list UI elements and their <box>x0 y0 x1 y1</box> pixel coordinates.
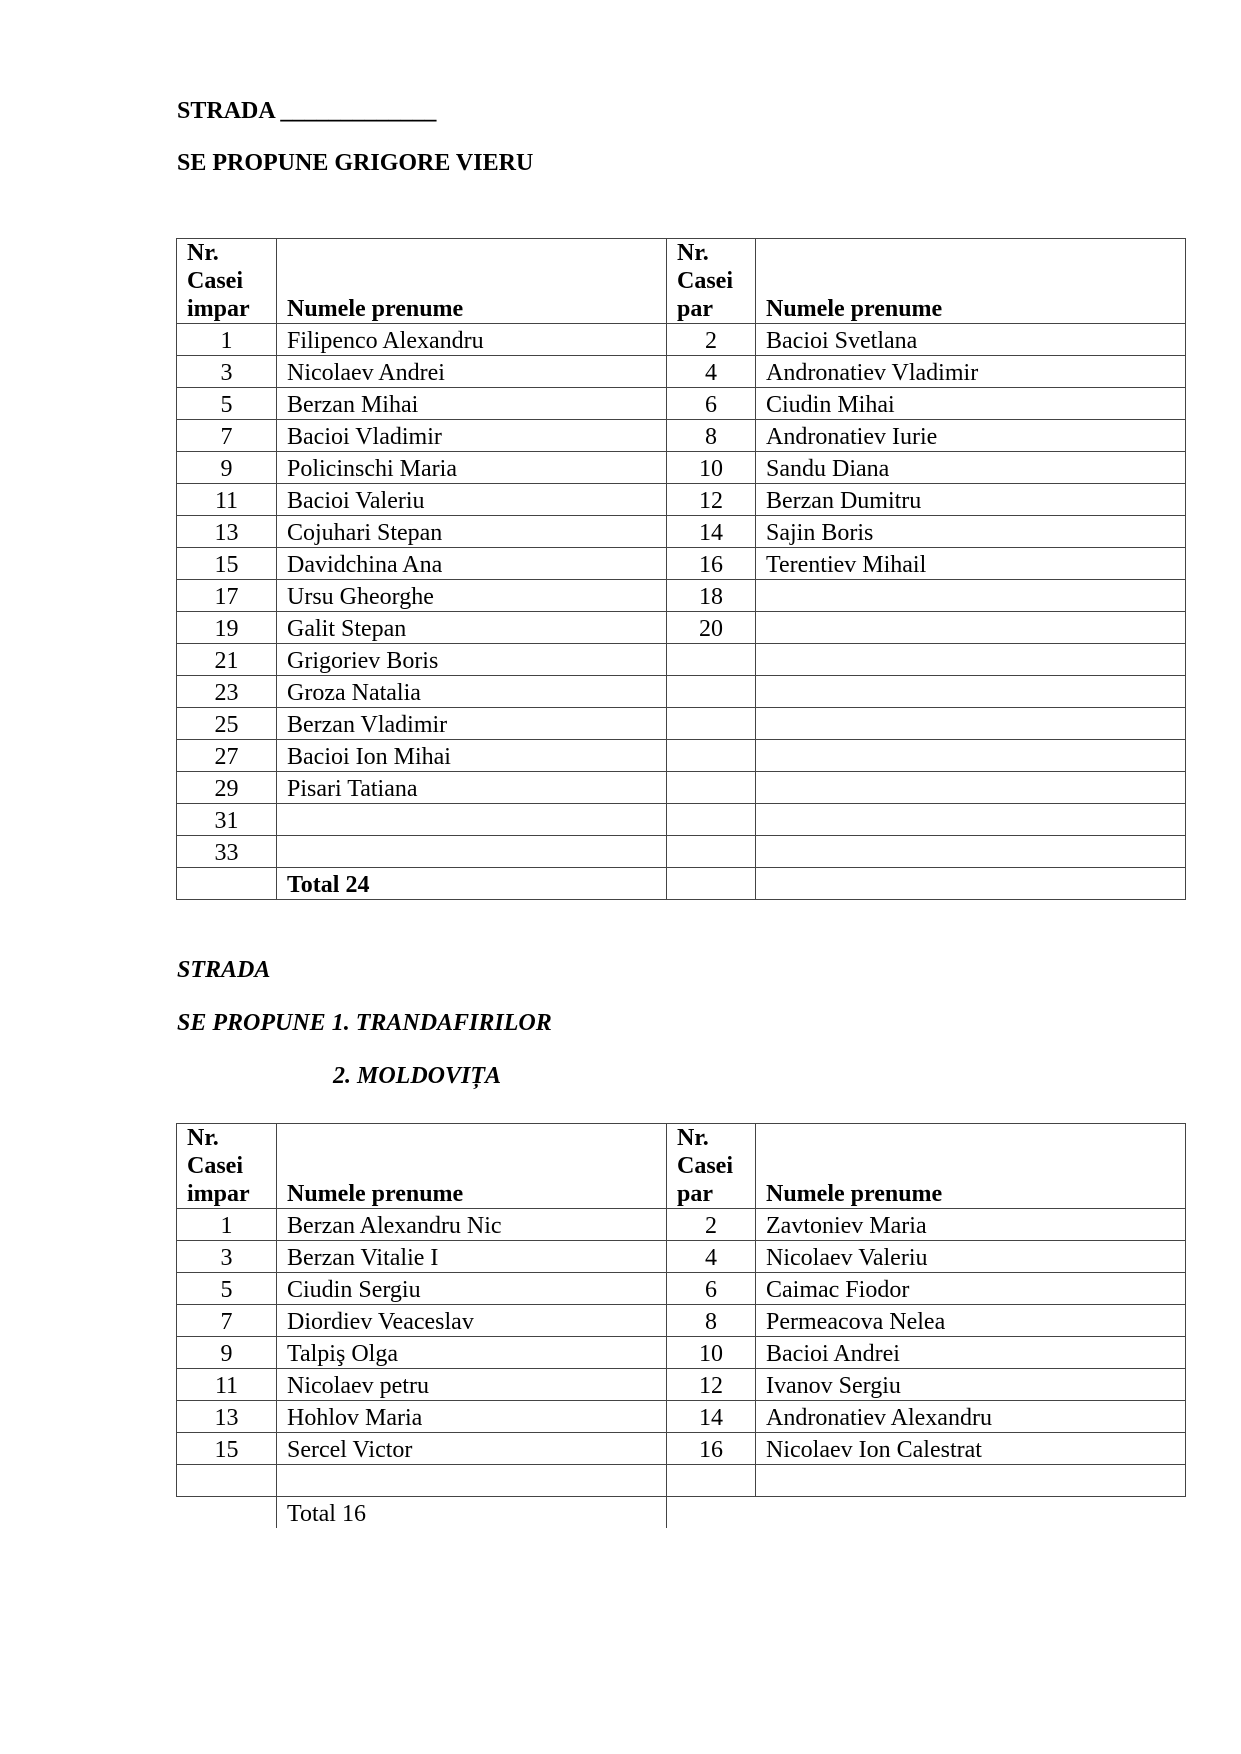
table-row <box>177 740 1186 772</box>
table-row <box>177 356 1186 388</box>
house-number-impar: 15 <box>177 548 277 580</box>
resident-name-impar: Galit Stepan <box>277 612 667 644</box>
resident-name-par <box>756 708 1186 740</box>
resident-name-par <box>756 836 1186 868</box>
house-number-impar: 15 <box>177 1433 277 1465</box>
house-number-impar: 23 <box>177 676 277 708</box>
house-number-impar: 5 <box>177 388 277 420</box>
header-nr-casei-impar: Nr. Casei impar <box>177 239 277 324</box>
resident-name-impar <box>277 836 667 868</box>
resident-name-impar: Policinschi Maria <box>277 452 667 484</box>
resident-name-par: Bacioi Svetlana <box>756 324 1186 356</box>
table-row <box>177 516 1186 548</box>
resident-name-impar: Filipenco Alexandru <box>277 324 667 356</box>
house-number-par: 6 <box>667 388 756 420</box>
resident-name-impar: Bacioi Ion Mihai <box>277 740 667 772</box>
table-row <box>177 452 1186 484</box>
resident-name-par: Ciudin Mihai <box>756 388 1186 420</box>
resident-name-par: Nicolaev Ion Calestrat <box>756 1433 1186 1465</box>
header-numele-prenume-par: Numele prenume <box>756 239 1186 324</box>
house-number-par: 10 <box>667 452 756 484</box>
resident-name-par <box>756 772 1186 804</box>
table-row <box>177 612 1186 644</box>
resident-name-par <box>756 612 1186 644</box>
table-row <box>177 1401 1186 1433</box>
house-number-par <box>667 836 756 868</box>
resident-name-impar: Ursu Gheorghe <box>277 580 667 612</box>
resident-name-impar: Ciudin Sergiu <box>277 1273 667 1305</box>
header-numele-prenume-impar: Numele prenume <box>277 1124 667 1209</box>
table-row <box>177 1209 1186 1241</box>
resident-name-par <box>756 804 1186 836</box>
house-number-impar: 13 <box>177 516 277 548</box>
header-numele-prenume-par: Numele prenume <box>756 1124 1186 1209</box>
house-number-par <box>667 644 756 676</box>
header-nr-casei-impar: Nr. Casei impar <box>177 1124 277 1209</box>
resident-name-par: Nicolaev Valeriu <box>756 1241 1186 1273</box>
resident-name-par: Caimac Fiodor <box>756 1273 1186 1305</box>
resident-name-par <box>756 676 1186 708</box>
total-empty-cell <box>177 1497 277 1529</box>
resident-name-par: Zavtoniev Maria <box>756 1209 1186 1241</box>
house-number-impar: 31 <box>177 804 277 836</box>
resident-name-par: Andronatiev Alexandru <box>756 1401 1186 1433</box>
header-numele-prenume-impar: Numele prenume <box>277 239 667 324</box>
resident-name-impar: Nicolaev petru <box>277 1369 667 1401</box>
house-number-par <box>667 676 756 708</box>
house-number-impar: 1 <box>177 1209 277 1241</box>
house-number-par: 2 <box>667 1209 756 1241</box>
resident-name-par: Terentiev Mihail <box>756 548 1186 580</box>
total-row <box>177 868 1186 900</box>
resident-name-par <box>756 740 1186 772</box>
resident-name-par: Andronatiev Vladimir <box>756 356 1186 388</box>
table-header-row <box>177 239 1186 324</box>
house-number-impar: 29 <box>177 772 277 804</box>
house-number-impar: 21 <box>177 644 277 676</box>
total-count: Total 16 <box>277 1497 667 1529</box>
table-row <box>177 580 1186 612</box>
resident-name-par: Andronatiev Iurie <box>756 420 1186 452</box>
table-row <box>177 1241 1186 1273</box>
resident-name-impar: Bacioi Vladimir <box>277 420 667 452</box>
table-row <box>177 1337 1186 1369</box>
header-nr-casei-par: Nr. Casei par <box>667 1124 756 1209</box>
house-number-impar: 3 <box>177 1241 277 1273</box>
resident-name-par: Sandu Diana <box>756 452 1186 484</box>
resident-name-impar: Cojuhari Stepan <box>277 516 667 548</box>
resident-name-par <box>756 1465 1186 1497</box>
resident-name-par: Bacioi Andrei <box>756 1337 1186 1369</box>
house-number-par: 12 <box>667 484 756 516</box>
house-number-par <box>667 772 756 804</box>
resident-name-impar: Sercel Victor <box>277 1433 667 1465</box>
table-row <box>177 804 1186 836</box>
house-number-impar: 27 <box>177 740 277 772</box>
house-number-par <box>667 1465 756 1497</box>
house-number-par <box>667 708 756 740</box>
resident-name-impar: Diordiev Veaceslav <box>277 1305 667 1337</box>
house-number-par: 20 <box>667 612 756 644</box>
resident-name-impar: Nicolaev Andrei <box>277 356 667 388</box>
table-row <box>177 676 1186 708</box>
table-row <box>177 388 1186 420</box>
house-number-par: 8 <box>667 420 756 452</box>
table-row <box>177 1433 1186 1465</box>
resident-name-par: Berzan Dumitru <box>756 484 1186 516</box>
resident-name-impar: Berzan Vitalie I <box>277 1241 667 1273</box>
resident-name-impar <box>277 1465 667 1497</box>
section2-residents-table <box>176 1123 1186 1528</box>
house-number-par: 8 <box>667 1305 756 1337</box>
resident-name-impar: Hohlov Maria <box>277 1401 667 1433</box>
resident-name-par: Sajin Boris <box>756 516 1186 548</box>
table-row <box>177 772 1186 804</box>
section2-proposal-alt: 2. MOLDOVIȚA <box>333 1063 502 1089</box>
section2-proposal: SE PROPUNE 1. TRANDAFIRILOR <box>177 1010 552 1036</box>
house-number-impar: 17 <box>177 580 277 612</box>
resident-name-impar: Davidchina Ana <box>277 548 667 580</box>
house-number-impar: 3 <box>177 356 277 388</box>
resident-name-impar: Groza Natalia <box>277 676 667 708</box>
house-number-impar: 9 <box>177 1337 277 1369</box>
house-number-par: 14 <box>667 1401 756 1433</box>
house-number-par: 2 <box>667 324 756 356</box>
house-number-impar: 33 <box>177 836 277 868</box>
house-number-par: 18 <box>667 580 756 612</box>
resident-name-impar: Talpiş Olga <box>277 1337 667 1369</box>
table-row <box>177 644 1186 676</box>
resident-name-impar: Bacioi Valeriu <box>277 484 667 516</box>
table-row <box>177 1273 1186 1305</box>
house-number-par: 16 <box>667 1433 756 1465</box>
house-number-par: 14 <box>667 516 756 548</box>
house-number-impar: 19 <box>177 612 277 644</box>
section2-strada-label: STRADA <box>177 957 271 983</box>
resident-name-par: Permeacova Nelea <box>756 1305 1186 1337</box>
house-number-par: 4 <box>667 1241 756 1273</box>
section1-proposal: SE PROPUNE GRIGORE VIERU <box>177 150 534 176</box>
resident-name-impar <box>277 804 667 836</box>
table-row <box>177 1305 1186 1337</box>
resident-name-impar: Berzan Mihai <box>277 388 667 420</box>
house-number-impar: 9 <box>177 452 277 484</box>
table-row <box>177 1465 1186 1497</box>
table-row <box>177 836 1186 868</box>
house-number-impar: 7 <box>177 420 277 452</box>
resident-name-par <box>756 580 1186 612</box>
house-number-par: 4 <box>667 356 756 388</box>
table-row <box>177 324 1186 356</box>
section1-residents-table <box>176 238 1186 900</box>
resident-name-impar: Pisari Tatiana <box>277 772 667 804</box>
resident-name-impar: Berzan Alexandru Nic <box>277 1209 667 1241</box>
house-number-par <box>667 740 756 772</box>
total-empty-cell <box>756 1497 1186 1529</box>
house-number-par: 16 <box>667 548 756 580</box>
house-number-par <box>667 804 756 836</box>
resident-name-impar: Grigoriev Boris <box>277 644 667 676</box>
house-number-par: 12 <box>667 1369 756 1401</box>
header-nr-casei-par: Nr. Casei par <box>667 239 756 324</box>
total-count: Total 24 <box>277 868 667 900</box>
table-row <box>177 484 1186 516</box>
house-number-par: 6 <box>667 1273 756 1305</box>
house-number-impar: 7 <box>177 1305 277 1337</box>
table-header-row <box>177 1124 1186 1209</box>
resident-name-par: Ivanov Sergiu <box>756 1369 1186 1401</box>
house-number-impar: 11 <box>177 1369 277 1401</box>
total-empty-cell <box>667 868 756 900</box>
total-empty-cell <box>756 868 1186 900</box>
house-number-impar <box>177 1465 277 1497</box>
house-number-impar: 5 <box>177 1273 277 1305</box>
house-number-impar: 11 <box>177 484 277 516</box>
table-row <box>177 708 1186 740</box>
house-number-par: 10 <box>667 1337 756 1369</box>
resident-name-par <box>756 644 1186 676</box>
total-empty-cell <box>177 868 277 900</box>
house-number-impar: 13 <box>177 1401 277 1433</box>
table-row <box>177 420 1186 452</box>
table-row <box>177 1369 1186 1401</box>
section1-strada-label: STRADA _____________ <box>177 98 437 124</box>
total-empty-cell <box>667 1497 756 1529</box>
total-row <box>177 1497 1186 1529</box>
house-number-impar: 1 <box>177 324 277 356</box>
resident-name-impar: Berzan Vladimir <box>277 708 667 740</box>
table-row <box>177 548 1186 580</box>
house-number-impar: 25 <box>177 708 277 740</box>
